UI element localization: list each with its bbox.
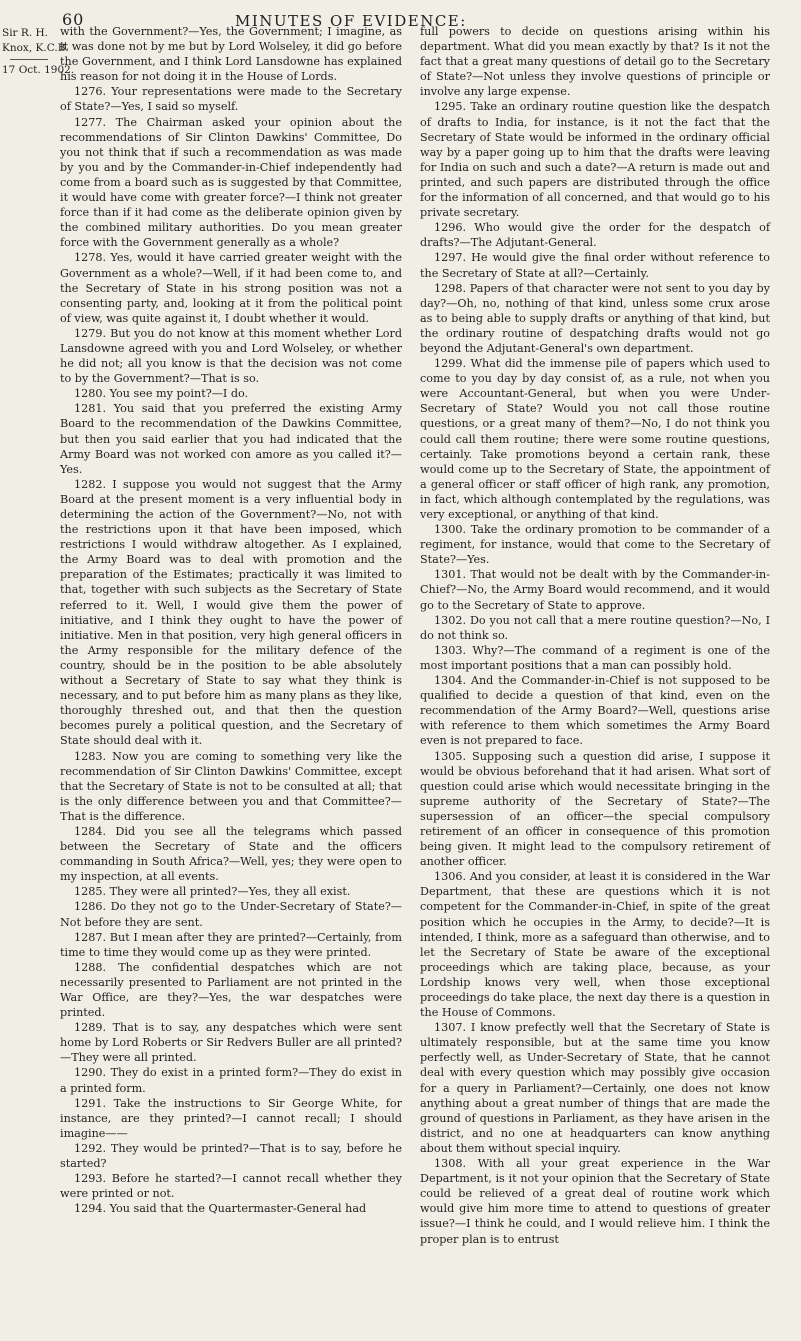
paragraph: 1307. I know prefectly well that the Secretary of State is ultimately responsible, but at the same time you know perfectly well, as Under-Secretary of State, that he cannot deal with every question which may possibly give occasion for a query in Parliament?—Certainly, one does not know anything about a great number of things that are made the ground of questions in Parliament, as they have arisen in the district, and no one at headquarters can know anything about them without special inquiry. bbox=[420, 1021, 770, 1155]
paragraph: 1286. Do they not go to the Under-Secretary of State?—Not before they are sent. bbox=[60, 900, 402, 929]
witness-title: Knox, K.C.B. bbox=[2, 42, 69, 54]
paragraph: 1308. With all your great experience in the War Department, is it not your opinion that the Secretary of State could be relieved of a great deal of routine work which would give him more time to attend to questions of greater issue?—I think he could, and I would relieve him. I think the proper plan is to entrust bbox=[420, 1157, 770, 1246]
margin-rule bbox=[10, 59, 48, 60]
paragraph: 1291. Take the instructions to Sir George White, for instance, are they printed?—I cannot recall; I should imagine—— bbox=[60, 1096, 402, 1140]
paragraph: 1298. Papers of that character were not sent to you day by day?—Oh, no, nothing of that kind, unless some crux arose as to being able to supply drafts or anything of that kind, but the ordinary routine of despatching drafts would not go beyond the Adjutant-General's own department. bbox=[420, 281, 770, 355]
paragraph: 1295. Take an ordinary routine question like the despatch of drafts to India, for instance, is it not the fact that the Secretary of State would be informed in the ordinary official way by a paper going up to him that the drafts were leaving for India on such and such a date?—A return is made out and printed, and such papers are distributed through the office for the information of all concerned, and that would go to his private secretary. bbox=[420, 100, 770, 220]
paragraph: 1280. You see my point?—I do. bbox=[74, 387, 249, 401]
paragraph: 1281. You said that you preferred the existing Army Board to the recommendation of the Dawkins Committee, but then you said earlier that you had indicated that the Army Board was not worked con amore as you called it?—Yes. bbox=[60, 402, 402, 476]
right-column bbox=[420, 24, 770, 1247]
paragraph: 1299. What did the immense pile of papers which used to come to you day by day consist of, as a rule, not when you were Accountant-General, but when you were Under-Secretary of State? Would you not call those routine questions, or a great many of them?—No, I do not think you could call them routine; there were some routine questions, certainly. Take promotions beyond a certain rank, these would come up to the Secretary of State, the appointment of a general officer or staff officer of high rank, any promotion, in fact, which although contemplated by the regulations, was very exceptional, or anything of that kind. bbox=[420, 357, 770, 521]
paragraph: 1288. The confidential despatches which are not necessarily presented to Parliament are not printed in the War Office, are they?—Yes, the war despatches were printed. bbox=[60, 960, 402, 1020]
paragraph: 1306. And you consider, at least it is considered in the War Department, that these are questions which it is not competent for the Commander-in-Chief, in spite of the great position which he occupies in the Army, to decide?—It is intended, I think, more as a safeguard than otherwise, and to let the Secretary of State be aware of the exceptional proceedings which are taking place, because, as your Lordship knows very well, when those exceptional proceedings do take place, the next day there is a question in the House of Commons. bbox=[420, 870, 770, 1020]
paragraph: 1289. That is to say, any despatches which were sent home by Lord Roberts or Sir Redvers Buller are all printed?—They were all printed. bbox=[60, 1021, 402, 1065]
paragraph: 1301. That would not be dealt with by the Commander-in-Chief?—No, the Army Board would recommend, and it would go to the Secretary of State to approve. bbox=[420, 568, 770, 612]
paragraph: 1293. Before he started?—I cannot recall whether they were printed or not. bbox=[60, 1172, 402, 1201]
paragraph: 1290. They do exist in a printed form?—They do exist in a printed form. bbox=[60, 1066, 402, 1095]
paragraph: with the Government?—Yes, the Government; I imagine, as it was done not by me but by Lord Wolseley, it did go before the Government, and I think Lord Lansdowne has explained his reason for not doing it in the House of Lords. bbox=[60, 25, 402, 84]
paragraph: 1304. And the Commander-in-Chief is not supposed to be qualified to decide a question of that kind, even on the recommendation of the Army Board?—Well, questions arise with reference to them which sometimes the Army Board even is not prepared to face. bbox=[420, 674, 770, 748]
witness-name: Sir R. H. bbox=[2, 27, 48, 39]
paragraph: 1282. I suppose you would not suggest that the Army Board at the present moment is a very influential body in determining the action of the Government?—No, not with the restrictions upon it that have been imposed, which restrictions I would withdraw altogether. As I explained, the Army Board was to deal with promotion and the preparation of the Estimates; practically it was limited to that, together with such subjects as the Secretary of State referred to it. Well, I would give them the power of initiative, and I think they ought to have the power of initiative. Men in that position, very high general officers in the Army responsible for the military defence of the country, should be in the position to be able absolutely without a Secretary of State to say what they think is necessary, and to put before him as many plans as they like, thoroughly threshed out, and that then the question becomes purely a political question, and the Secretary of State should deal with it. bbox=[60, 477, 402, 748]
evidence-date: 17 Oct. 1902. bbox=[2, 64, 75, 76]
paragraph: 1294. You said that the Quartermaster-General had bbox=[74, 1202, 367, 1216]
paragraph: 1283. Now you are coming to something very like the recommendation of Sir Clinton Dawkins' Committee, except that the Secretary of State is not to be consulted at all; that is the only difference between you and that Committee?—That is the difference. bbox=[60, 749, 402, 823]
margin-note bbox=[2, 26, 75, 78]
running-head: MINUTES OF EVIDENCE: bbox=[235, 12, 467, 30]
paragraph: 1303. Why?—The command of a regiment is one of the most important positions that a man can possibly hold. bbox=[420, 643, 770, 672]
paragraph: 1297. He would give the final order without reference to the Secretary of State at all?—Certainly. bbox=[420, 251, 770, 280]
paragraph: 1287. But I mean after they are printed?—Certainly, from time to time they would come up as they were printed. bbox=[60, 930, 402, 959]
paragraph: 1296. Who would give the order for the despatch of drafts?—The Adjutant-General. bbox=[420, 221, 770, 250]
paragraph: 1300. Take the ordinary promotion to be commander of a regiment, for instance, would that come to the Secretary of State?—Yes. bbox=[420, 523, 770, 567]
paragraph: 1305. Supposing such a question did arise, I suppose it would be obvious beforehand that it had arisen. What sort of question could arise which would necessitate bringing in the supreme authority of the Secretary of State?—The supersession of an officer—the special compulsory retirement of an officer in consequence of this promotion being given. It might lead to the compulsory retirement of another officer. bbox=[420, 749, 770, 869]
paragraph: 1292. They would be printed?—That is to say, before he started? bbox=[60, 1141, 402, 1171]
paragraph: 1284. Did you see all the telegrams which passed between the Secretary of State and the officers commanding in South Africa?—Well, yes; they were open to my inspection, at all events. bbox=[60, 824, 402, 884]
paragraph: 1302. Do you not call that a mere routine question?—No, I do not think so. bbox=[420, 613, 770, 642]
paragraph: 1278. Yes, would it have carried greater weight with the Government as a whole?—Well, if it had been come to, and the Secretary of State in his strong position was not a consenting party, and, looking at it from the political point of view, was quite against it, I doubt whether it would. bbox=[60, 251, 402, 325]
left-column bbox=[60, 24, 402, 1216]
paragraph: 1276. Your representations were made to the Secretary of State?—Yes, I said so myself. bbox=[60, 85, 402, 114]
paragraph: 1279. But you do not know at this moment whether Lord Lansdowne agreed with you and Lord Wolseley, or whether he did not; all you know is that the decision was not come to by the Government?—That is so. bbox=[60, 326, 402, 386]
paragraph: 1277. The Chairman asked your opinion about the recommendations of Sir Clinton Dawkins' Committee, Do you not think that if such a recommendation as was made by you and by the Commander-in-Chief independently had come from a board such as is suggested by that Committee, it would have come with greater force?—I think not greater force than if it had come as the deliberate opinion given by the combined military authorities. Do you mean greater force with the Government generally as a whole? bbox=[60, 115, 402, 250]
paragraph: full powers to decide on questions arising within his department. What did you mean exactly by that? Is it not the fact that a great many questions of detail go to the Secretary of State?—Not unless they involve questions of principle or involve any large expense. bbox=[420, 25, 770, 99]
page-number: 60 bbox=[62, 10, 85, 29]
paragraph: 1285. They were all printed?—Yes, they all exist. bbox=[74, 885, 351, 899]
